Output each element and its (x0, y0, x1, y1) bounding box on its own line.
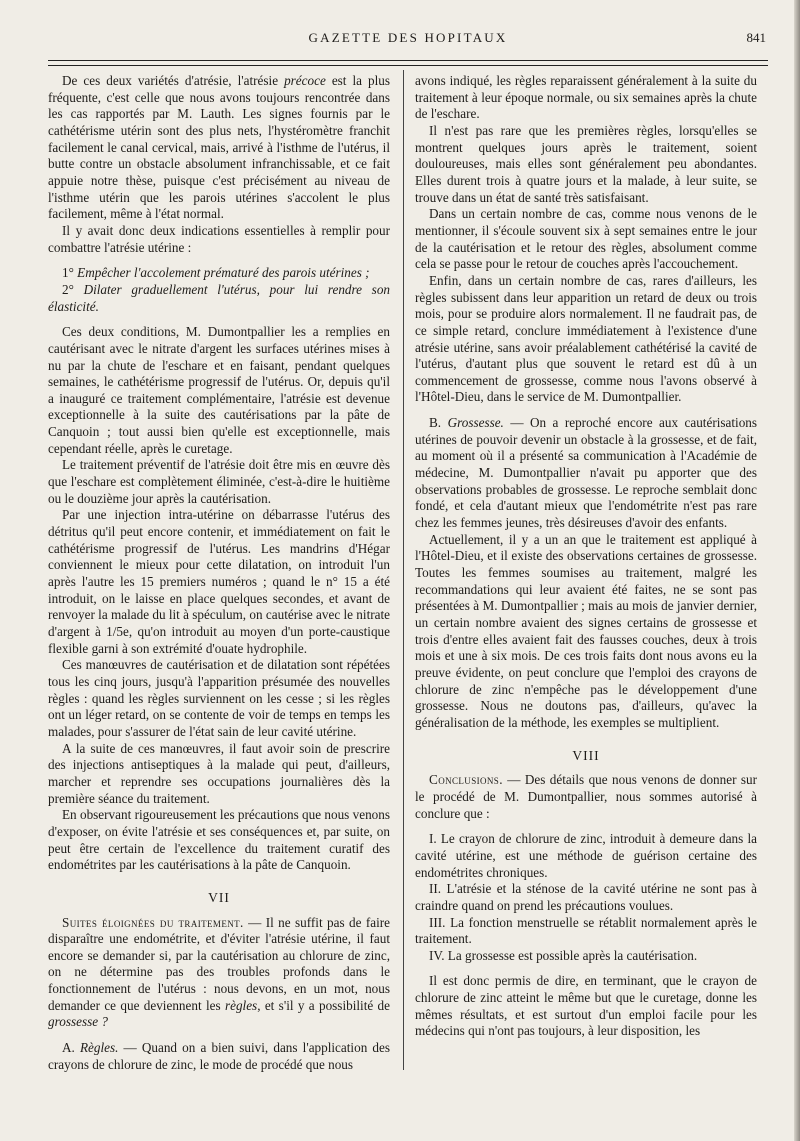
left-column (48, 73, 390, 1073)
indication-item: 2° Dilater graduellement l'utérus, pour lui rendre son élasticité. (48, 281, 391, 314)
paragraph: Conclusions. — Des détails que nous venons de donner sur le procédé de M. Dumontpallier, nous sommes autorisé à conclure que : (415, 772, 757, 821)
running-header (48, 24, 768, 46)
indication-item: 1° Empêcher l'accolement prématuré des parois utérines ; (62, 265, 370, 281)
page-binding-edge (794, 0, 800, 1141)
paragraph: B. Grossesse. — On a reproché encore aux cautérisations utérines de pouvoir devenir un obstacle à la grossesse, et de fait, au moment où il a présenté sa communication à l'Académie de médecine, M. Dumontpallier n'avait pu apporter que des observations probables de grossesse. Le reproche semblait donc fondé, et cela d'autant mieux que l'endométrite n'est pas rare chez les femmes jeunes, très désireuses d'avoir des enfants. (415, 415, 758, 531)
section-heading-viii: VIII (572, 747, 600, 763)
paragraph: Par une injection intra-utérine on débarrasse l'utérus des détritus qu'il peut encore contenir, et immédiatement on fait le cathétérisme progressif de l'utérus. Les mandrins d'Hégar conviennent le mieux pour cette dilatation, on introduit l'un après l'autre les 15 premiers numéros ; quand le n° 15 a été introduit, on le laisse en place quelques secondes, et avant de renvoyer la malade du lit à spéculum, on cautérise avec le nitrate d'argent à 1/5e, qu'on introduit au moyen d'un porte-caustique flexible garni à son extrémité d'ouate hydrophile. (48, 507, 390, 656)
paragraph: Il y avait donc deux indications essentielles à remplir pour combattre l'atrésie utérine : (48, 222, 390, 255)
conclusion-item: IV. La grossesse est possible après la cautérisation. (429, 947, 698, 963)
paragraph: A la suite de ces manœuvres, il faut avoir soin de prescrire des injections antiseptiques à la malade qui peut, d'ailleurs, marcher et reprendre ses occupations journalières dès la première séance du traitement. (48, 740, 390, 806)
paragraph: En observant rigoureusement les précautions que nous venons d'exposer, on évite l'atrésie et ses conséquences et, par suite, on peut être certain de l'excellence du traitement curatif des endométrites par les cautérisations à la pâte de Canquoin. (48, 807, 390, 873)
right-column (415, 73, 757, 1040)
paragraph: Le traitement préventif de l'atrésie doit être mis en œuvre dès que l'eschare est complètement éliminée, c'est-à-dire le huitième ou le douzième jour après la cautérisation. (48, 457, 390, 506)
conclusion-item: II. L'atrésie et la sténose de la cavité utérine ne sont pas à craindre quand on prend les précautions voulues. (415, 881, 757, 913)
conclusion-item: I. Le crayon de chlorure de zinc, introduit à demeure dans la cavité utérine, est une méthode de guérison certaine des endométrites chroniques. (415, 831, 757, 880)
paragraph: Suites éloignées du traitement. — Il ne suffit pas de faire disparaître une endométrite, et d'éviter l'atrésie utérine, il faut encore se demander si, par la cautérisation au chlorure de zinc, on ne détermine pas des troubles profonds dans le fonctionnement de l'utérus : nous devons, en un mot, nous demander ce que deviennent les règles, et s'il y a possibilité de grossesse ? (48, 914, 390, 1030)
paragraph: A. Règles. — Quand on a bien suivi, dans l'application des crayons de chlorure de zinc, le mode de procédé que nous (48, 1040, 390, 1072)
paragraph: Ces manœuvres de cautérisation et de dilatation sont répétées tous les cinq jours, jusqu'à l'apparition présumée des nouvelles règles : quand les règles surviennent on les cesse ; si les règles ont un léger retard, on se contente de voir de temps en temps les malades, pour s'assurer de l'état sain de leur cavité utérine. (48, 657, 390, 739)
header-rule-thin (48, 65, 768, 66)
paragraph: Actuellement, il y a un an que le traitement est appliqué à l'Hôtel-Dieu, et il existe des observations certaines de grossesse. Toutes les femmes soumises au traitement, malgré les recommandations qui leur avaient été faites, ne se sont pas présentées à M. Dumontpallier ; mais au mois de janvier dernier, un certain nombre avaient des signes certains de grossesse et trois d'entre elles avaient fait des fausses couches, deux à trois mois et une à six mois. De ces trois faits dont nous avons eu la preuve évidente, on peut conclure que l'emploi des crayons de chlorure de zinc n'empêche pas le développement d'une grossesse. Nous ne doutons pas, d'ailleurs, qu'avec la généralisation de la méthode, les exemples se multiplient. (415, 531, 757, 730)
paragraph: avons indiqué, les règles reparaissent généralement à la suite du traitement à leur époque normale, ou six semaines après la chute de l'eschare. (415, 73, 757, 122)
section-subtitle: Suites éloignées du traitement. (62, 914, 244, 930)
paragraph: Ces deux conditions, M. Dumontpallier les a remplies en cautérisant avec le nitrate d'argent les surfaces utérines mises à nu par la chute de l'eschare et en faisant, pendant quelques semaines, le cathétérisme progressif de l'utérus. Or, depuis qu'il a inauguré ce traitement complémentaire, l'atrésie est devenue exceptionnelle à la suite des cautérisations par la pâte de Canquoin ; tout aussi bien qu'elle est exceptionnelle, mais cependant réelle, après le curetage. (48, 324, 390, 456)
paragraph: Dans un certain nombre de cas, comme nous venons de le mentionner, il s'écoule souvent six à sept semaines entre le jour de la cautérisation et le retour des règles, absolument comme cela se passe pour le retour de couches après l'accouchement. (415, 206, 757, 272)
paragraph: Il est donc permis de dire, en terminant, que le crayon de chlorure de zinc atteint le même but que le curetage, donne les mêmes résultats, et est surtout d'un emploi facile pour les médecins qui n'ont pas toujours, à leur disposition, les (415, 973, 757, 1039)
journal-title: GAZETTE DES HOPITAUX (308, 30, 508, 45)
section-subtitle: Conclusions. (429, 772, 503, 788)
header-rule-thick (48, 60, 768, 61)
paragraph: Il n'est pas rare que les premières règles, lorsqu'elles se montrent quelques jours après le traitement, soient douloureuses, mais elles sont généralement peu abondantes. Elles durent trois à quatre jours et la malade, à leur suite, se trouve dans un état de santé très satisfaisant. (415, 122, 757, 205)
paragraph: De ces deux variétés d'atrésie, l'atrésie précoce est la plus fréquente, c'est celle que nous avons toujours rencontrée dans les cas rapportés par M. Lauth. Les signes fournis par le cathétérisme utérin sont des plus nets, l'hystéromètre franchit facilement le canal cervical, mais, arrivé à l'isthme de l'utérus, il butte contre un obstacle absolument infranchissable, et ce fait appuie notre thèse, puisque c'est précisément au niveau de l'isthme utérin que les parois utérines s'accolent le plus facilement, même à l'état normal. (48, 73, 391, 222)
paragraph: Enfin, dans un certain nombre de cas, rares d'ailleurs, les règles subissent dans leur apparition un retard de deux ou trois mois, pour se produire alors normalement. Il ne faudrait pas, de ce simple retard, conclure immédiatement à l'existence d'une atrésie utérine, sans avoir préalablement cathétérisé la cavité de l'utérus, d'autant plus que souvent le retard est dû à un commencement de grossesse, comme nous l'avons observé à l'Hôtel-Dieu, dans le service de M. Dumontpallier. (415, 272, 757, 405)
section-heading-vii: VII (208, 889, 230, 905)
column-divider (403, 70, 404, 1070)
page-number: 841 (746, 30, 766, 45)
conclusion-item: III. La fonction menstruelle se rétablit normalement après le traitement. (415, 914, 757, 947)
